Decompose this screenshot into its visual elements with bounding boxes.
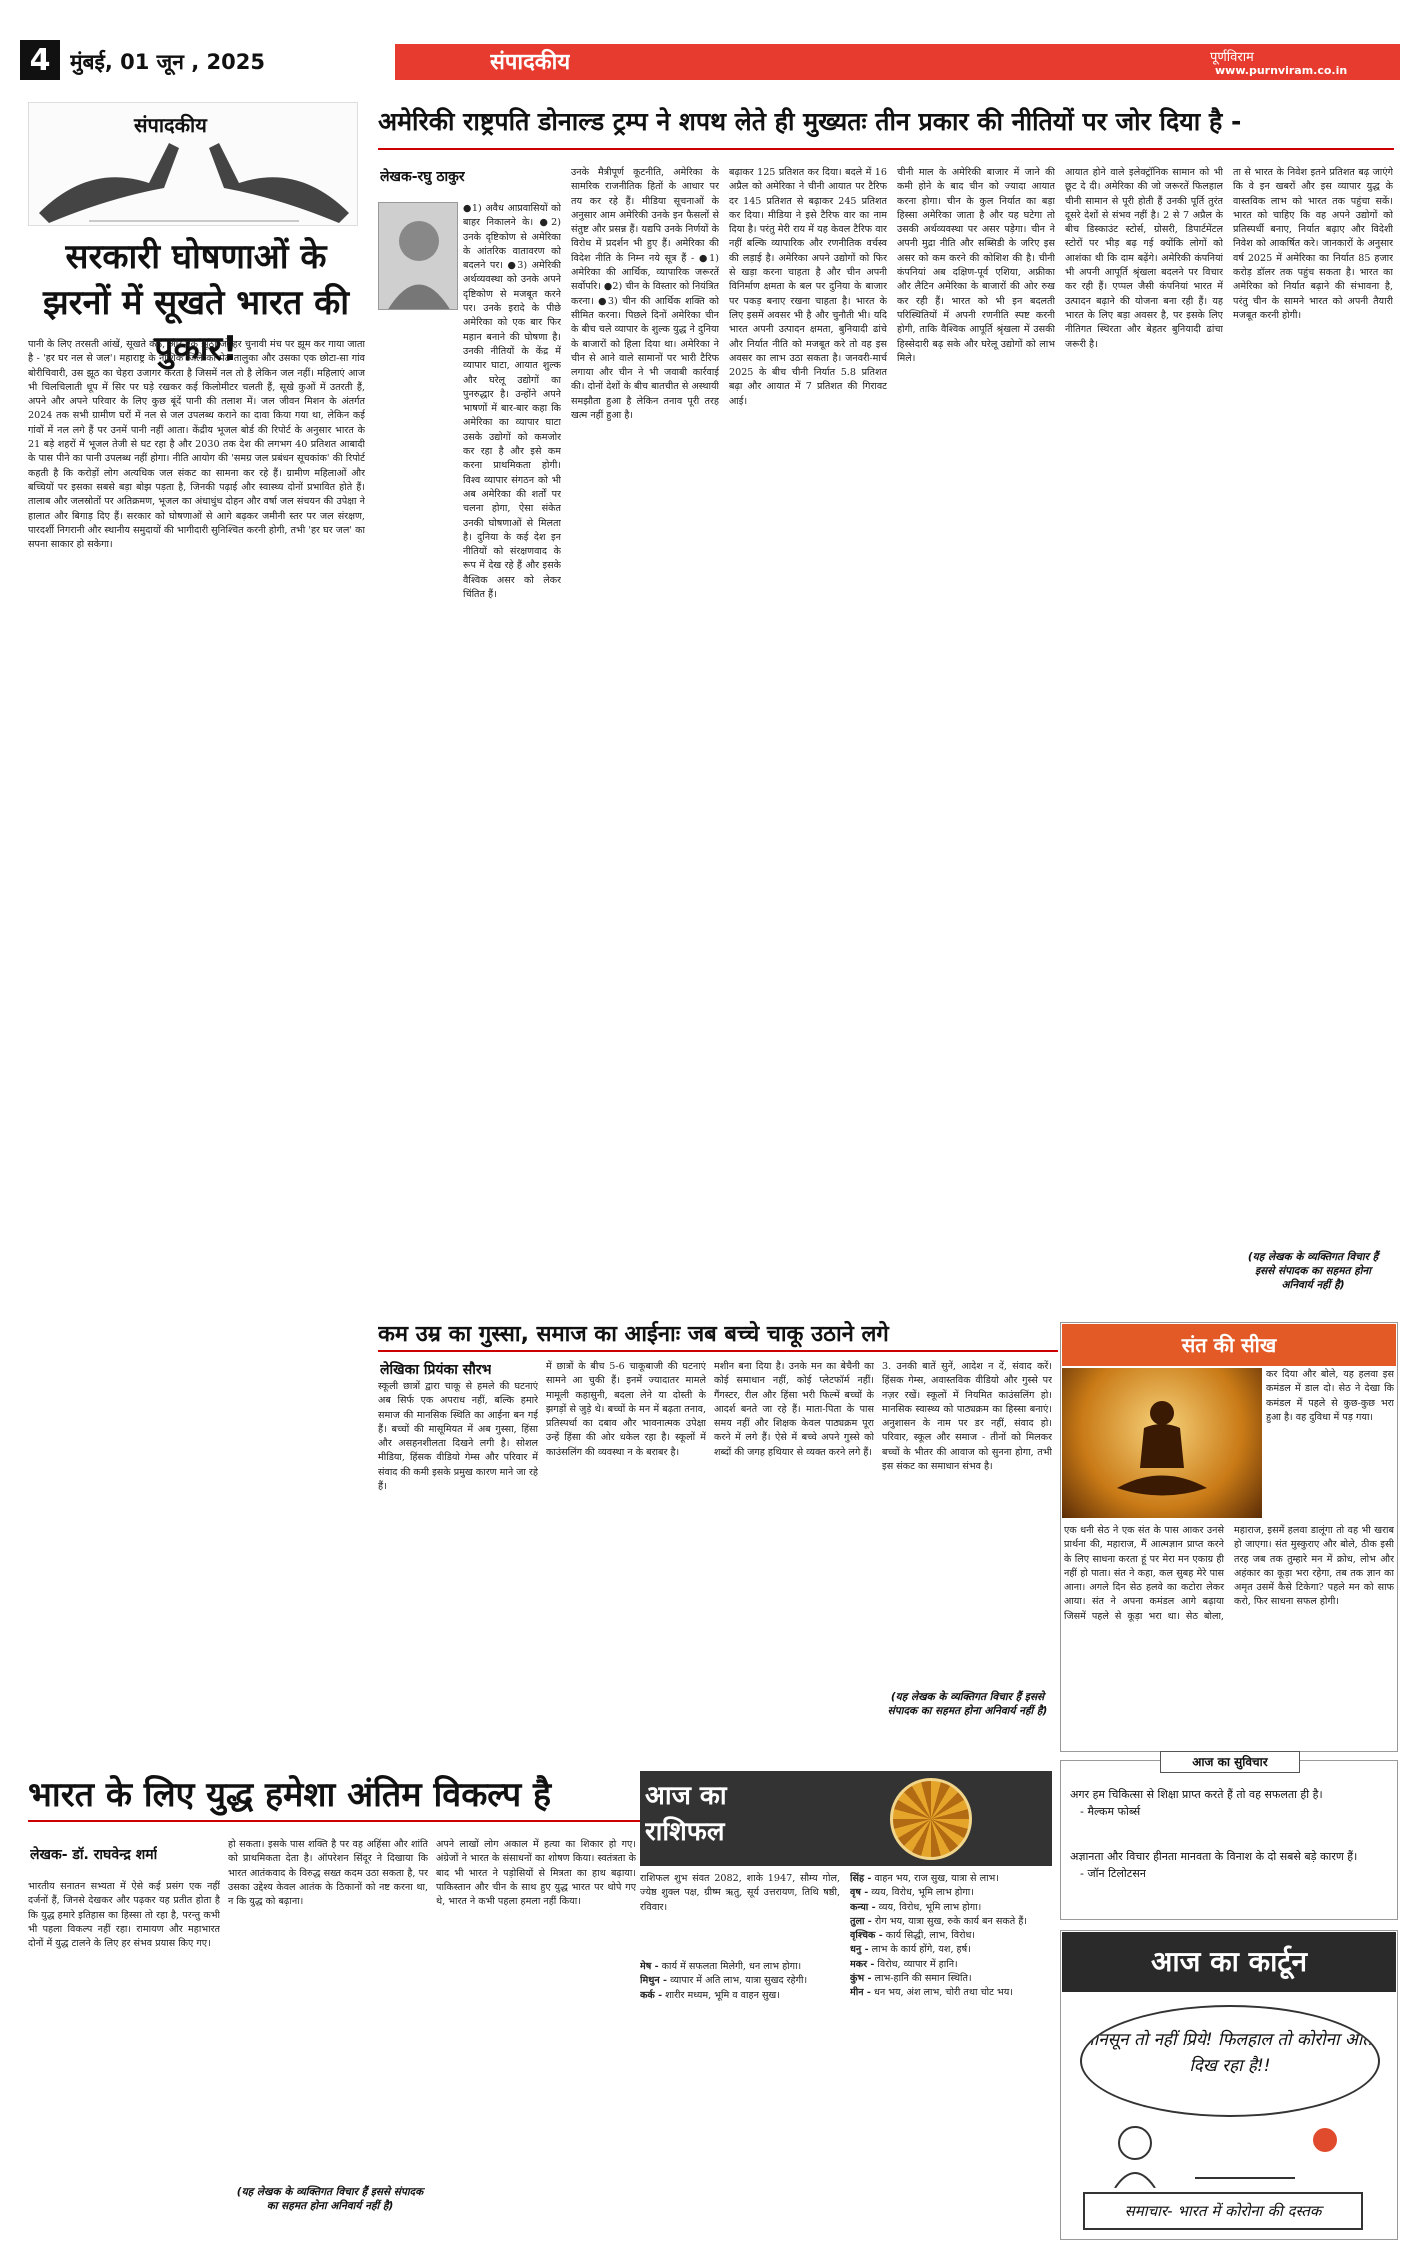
main-disclaimer: (यह लेखक के व्यक्तिगत विचार हैं इससे संपादक का सहमत होना अनिवार्य नहीं है)	[1247, 1251, 1379, 1291]
quote-author: - जॉन टिलोटसन	[1080, 1867, 1146, 1880]
editorial-art-label: संपादकीय	[134, 113, 207, 137]
quote-text: अज्ञानता और विचार हीनता मानवता के विनाश के दो सबसे बड़े कारण हैं।	[1070, 1850, 1358, 1863]
cartoon-people-icon	[1095, 2118, 1365, 2188]
suvichar-box	[1060, 1760, 1398, 1920]
sant-body-top: कर दिया और बोले, यह हलवा इस कमंडल में डाल दो। सेठ ने देखा कि कमंडल में पहले से कुछ-कुछ भरा हुआ है। वह दुविधा में पड़ गया।	[1266, 1369, 1394, 1423]
main-headline-rule	[378, 148, 1394, 150]
page-number: 4	[20, 40, 60, 80]
main-col-6: ता से भारत के निवेश इतने प्रतिशत बढ़ जाएंगे कि वे इन खबरों और इस व्यापार युद्ध के वास्तविक लाभ को भारत तक पहुंचा सकें। भारत को चाहिए कि वह अपने उद्योगों को प्रतिस्पर्धी बनाए, निर्यात बढ़ाए और विदेशी निवेश को आकर्षित करे। जानकारों के अनुसार वर्ष 2025 में अमेरिका का निर्यात 85 हजार करोड़ डॉलर तक पहुंच सकता है। भारत का अमेरिका को निर्यात बढ़ाने की संभावना है, परंतु चीन के सामने भारत को अपनी तैयारी मजबूत करनी होगी।	[1233, 167, 1393, 321]
child-headline-rule	[378, 1350, 1058, 1352]
editorial-headline: सरकारी घोषणाओं के झरनों में सूखते भारत की पुकार!	[42, 237, 350, 369]
main-col-4: चीनी माल के अमेरिकी बाजार में जाने की कमी होने के बाद चीन को ज्यादा आयात करना होगा। चीन के कुल निर्यात का बड़ा हिस्सा अमेरिका जाता है और यह घटेगा तो उसकी अर्थव्यवस्था पर असर पड़ेगा। चीन ने अपनी मुद्रा नीति और सब्सिडी के जरिए इस असर को कम करने की कोशिश की है। चीनी कंपनियां अब दक्षिण-पूर्व एशिया, अफ्रीका और लैटिन अमेरिका के बाजारों की ओर रुख कर रही हैं। भारत को भी इन बदलती परिस्थितियों में अपनी रणनीति स्पष्ट करनी होगी, ताकि वैश्विक आपूर्ति श्रृंखला में उसकी हिस्सेदारी बढ़ सके और घरेलू उद्योगों को लाभ मिले।	[897, 167, 1055, 364]
editorial-body: पानी के लिए तरसती आंखें, सूखते कंठ, और एक झूठा जो हर चुनावी मंच पर झूम कर गाया जाता है - 'हर घर नल से जल'। महाराष्ट्र के नाशिक जिले का पेठ तालुका और उसका एक छोटा-सा गांव बोरीचिवारी, उस झूठ का चेहरा उजागर करता है जिसमें नल तो है लेकिन जल नहीं। महिलाएं आज भी चिलचिलाती धूप में सिर पर घड़े रखकर कई किलोमीटर चलती हैं, सूखे कुओं में उतरती हैं, अपने और अपने परिवार के लिए कुछ बूंदें पानी की तलाश में। जल जीवन मिशन के अंतर्गत 2024 तक सभी ग्रामीण घरों में नल से जल उपलब्ध कराने का दावा किया गया था, लेकिन कई गांवों में नल लगे हैं पर उनमें पानी नहीं आता। केंद्रीय भूजल बोर्ड की रिपोर्ट के अनुसार भारत के 21 बड़े शहरों में भूजल तेजी से घट रहा है और 2030 तक देश की लगभग 40 प्रतिशत आबादी के पास पीने का पानी उपलब्ध नहीं होगा। नीति आयोग की 'समग्र जल प्रबंधन सूचकांक' की रिपोर्ट कहती है कि करोड़ों लोग अत्यधिक जल संकट का सामना कर रहे हैं। ग्रामीण महिलाओं और बच्चियों पर इसका सबसे बड़ा बोझ पड़ता है, जिनकी पढ़ाई और स्वास्थ्य दोनों प्रभावित होते हैं। तालाब और जलस्रोतों पर अतिक्रमण, भूजल का अंधाधुंध दोहन और वर्षा जल संचयन की उपेक्षा ने हालात और बिगाड़ दिए हैं। सरकार को घोषणाओं से आगे बढ़कर जमीनी स्तर पर जल संरक्षण, पारदर्शी निगरानी और स्थानीय समुदायों की भागीदारी सुनिश्चित करनी होगी, तभी 'हर घर जल' का सपना साकार हो सकेगा।	[28, 339, 365, 551]
editorial-art	[28, 102, 358, 226]
cartoon-title: आज का कार्टून	[1062, 1932, 1396, 1992]
dateline: मुंबई, 01 जून , 2025	[70, 50, 265, 74]
rashifal-col-2	[850, 1872, 1050, 2242]
rashi-item: सिंह - वाहन भय, राज सुख, यात्रा से लाभ।	[850, 1873, 999, 1884]
war-disclaimer: (यह लेखक के व्यक्तिगत विचार हैं इससे संपादक का सहमत होना अनिवार्य नहीं है)	[236, 2186, 424, 2212]
rashifal-intro: राशिफल शुभ संवत 2082, शाके 1947, सौम्य गोल, ज्येष्ठ शुक्ल पक्ष, ग्रीष्म ऋतु, सूर्य उत्तरायण, तिथि षष्ठी, रविवार।	[640, 1873, 840, 1913]
quote-text: अगर हम चिकित्सा से शिक्षा प्राप्त करते हैं तो वह सफलता ही है।	[1070, 1788, 1323, 1801]
rashi-item: मिथुन - व्यापार में अति लाभ, यात्रा सुखद रहेगी।	[640, 1975, 808, 1987]
main-col-2: उनके मैत्रीपूर्ण कूटनीति, अमेरिका के सामरिक राजनीतिक हितों के आधार पर तय कर रहे हैं। मीडिया सूचनाओं के अनुसार आम अमेरिकी उनके इन फैसलों से संतुष्ट और प्रसन्न हैं। यद्यपि उनके निर्णयों के विरोध में प्रदर्शन भी हुए हैं। अमेरिका की विदेश नीति के निम्न नये सूत्र हैं - ●1) अमेरिका की आर्थिक, व्यापारिक जरूरतें सर्वोपरि। ●2) चीन के विस्तार को नियंत्रित करना। ●3) चीन की आर्थिक शक्ति को सीमित करना। पिछले दिनों अमेरिका चीन के बीच चले व्यापार के शुल्क युद्ध ने दुनिया के बाजारों को हिला दिया था। अमेरिका ने चीन से आने वाले सामानों पर भारी टैरिफ लगाया और चीन ने भी जवाबी कार्रवाई की। दोनों देशों के बीच बातचीत से अस्थायी समझौता हुआ है लेकिन तनाव पूरी तरह खत्म नहीं हुआ है।	[571, 167, 719, 422]
zodiac-wheel-icon	[890, 1778, 972, 1860]
sant-title: संत की सीख	[1062, 1324, 1396, 1366]
war-col-3: अपने लाखों लोग अकाल में हत्या का शिकार हो गए। अंग्रेजों ने भारत के संसाधनों का शोषण किया। स्वतंत्रता के बाद भी भारत ने पड़ोसियों से मित्रता का हाथ बढ़ाया। पाकिस्तान और चीन के साथ हुए युद्ध भारत पर थोपे गए थे, भारत ने कभी पहला हमला नहीं किया।	[436, 1839, 636, 1908]
rashifal-title	[645, 1778, 825, 1850]
rashi-item: धनु - लाभ के कार्य होंगे, यश, हर्ष।	[850, 1944, 971, 1956]
rashi-item: तुला - रोग भय, यात्रा सुख, रुके कार्य बन सकते हैं।	[850, 1915, 1027, 1927]
rashi-item: मेष - कार्य में सफलता मिलेगी, धन लाभ होगा।	[640, 1961, 802, 1972]
brand-name: पूर्णविराम	[1210, 50, 1254, 65]
child-col-1: स्कूली छात्रों द्वारा चाकू से हमले की घटनाएं अब सिर्फ एक अपराध नहीं, बल्कि हमारे समाज की मानसिक स्थिति का आईना बन गई हैं। बच्चों की मासूमियत में अब गुस्सा, हिंसा और असहनशीलता दिखने लगी है। सोशल मीडिया, हिंसक वीडियो गेम्स और परिवार में संवाद की कमी इसके प्रमुख कारण माने जा रहे हैं।	[378, 1381, 538, 1493]
website-link[interactable]: www.purnviram.co.in	[1215, 64, 1348, 77]
child-disclaimer: (यह लेखक के व्यक्तिगत विचार हैं इससे संपादक का सहमत होना अनिवार्य नहीं है)	[887, 1691, 1048, 1717]
rashifal-title-line2: राशिफल	[645, 1817, 725, 1847]
cartoon-caption: समाचार- भारत में कोरोना की दस्तक	[1083, 2192, 1363, 2230]
cartoon-speech-bubble: मानसून तो नहीं प्रिये! फिलहाल तो कोरोना आता दिख रहा है!!	[1080, 2005, 1380, 2117]
child-byline: लेखिका प्रियंका सौरभ	[380, 1362, 492, 1378]
section-title: संपादकीय	[490, 50, 571, 75]
child-col-4: 3. उनकी बातें सुनें, आदेश न दें, संवाद करें। हिंसक गेम्स, अवास्तविक वीडियो और गुस्से पर नज़र रखें। स्कूलों में नियमित काउंसलिंग हो। मानसिक स्वास्थ्य को पाठ्यक्रम का हिस्सा बनाएं। अनुशासन के नाम पर डर नहीं, संवाद हो। परिवार, स्कूल और समाज - तीनों को मिलकर बच्चों के भीतर की आवाज को सुनना होगा, तभी इस संकट का समाधान संभव है।	[882, 1361, 1052, 1473]
suvichar-quote-1	[1070, 1786, 1390, 1820]
suvichar-quote-2	[1070, 1848, 1390, 1882]
person-icon	[379, 203, 458, 310]
rashi-item: वृष - व्यय, विरोध, भूमि लाभ होगा।	[850, 1887, 974, 1899]
child-headline: कम उम्र का गुस्सा, समाज का आईनाः जब बच्चे चाकू उठाने लगे	[378, 1322, 889, 1347]
rashi-item: कर्क - शारीर मध्यम, भूमि व वाहन सुख।	[640, 1989, 780, 2001]
rashi-item: मीन - धन भय, अंश लाभ, चोरी तथा चोट भय।	[850, 1987, 1013, 1999]
rashifal-col-1	[640, 1960, 840, 2240]
main-headline: अमेरिकी राष्ट्रपति डोनाल्ड ट्रम्प ने शपथ लेते ही मुख्यतः तीन प्रकार की नीतियों पर जोर दिया है -	[378, 107, 1242, 136]
cartoon-drawing	[1095, 2118, 1365, 2188]
meditation-image	[1062, 1368, 1262, 1518]
quote-author: - मैल्कम फोर्ब्स	[1080, 1805, 1141, 1818]
war-headline-rule	[28, 1820, 648, 1822]
rashi-item: वृश्चिक - कार्य सिद्धी, लाभ, विरोध।	[850, 1930, 976, 1942]
war-headline: भारत के लिए युद्ध हमेशा अंतिम विकल्प है	[28, 1775, 552, 1815]
sant-body: एक धनी सेठ ने एक संत के पास आकर उनसे प्रार्थना की, महाराज, मैं आत्मज्ञान प्राप्त करने के लिए साधना करता हूं पर मेरा मन एकाग्र ही नहीं हो पाता। संत ने कहा, कल सुबह मेरे पास आना। अगले दिन सेठ हलवे का कटोरा लेकर आया। संत ने अपना कमंडल आगे बढ़ाया जिसमें पहले से कूड़ा भरा था। सेठ बोला, महाराज, इसमें हलवा डालूंगा तो वह भी खराब हो जाएगा। संत मुस्कुराए और बोले, ठीक इसी तरह जब तक तुम्हारे मन में क्रोध, लोभ और अहंकार का कूड़ा भरा रहेगा, तब तक ज्ञान का अमृत उसमें कैसे टिकेगा? पहले मन को साफ करो, फिर साधना सफल होगी।	[1064, 1525, 1394, 1622]
rashi-item: कुंभ - लाभ-हानि की समान स्थिति।	[850, 1973, 972, 1985]
author-photo	[378, 202, 458, 310]
rashi-item: कन्या - व्यय, विरोध, भूमि लाभ होगा।	[850, 1901, 982, 1913]
main-col-1: ●1) अवैध आप्रवासियों को बाहर निकालने के। ●2) उनके दृष्टिकोण से अमेरिका के आंतरिक वातावरण को बदलने पर। ●3) अमेरिकी अर्थव्यवस्था को उनके अपने दृष्टिकोण से मजबूत करने पर। उनके इरादे के पीछे अमेरिका को एक बार फिर महान बनाने की घोषणा है। उनकी नीतियों के केंद्र में व्यापार घाटा, आयात शुल्क और घरेलू उद्योगों का पुनरुद्धार है। उन्होंने अपने भाषणों में बार-बार कहा कि अमेरिका का व्यापार घाटा उसके उद्योगों को कमजोर कर रहा है और इसे कम करना प्राथमिकता होगी। विश्व व्यापार संगठन को भी अब अमेरिका की शर्तों पर चलना होगा, ऐसा संकेत उनकी घोषणाओं से मिलता है। दुनिया के कई देश इन नीतियों को संरक्षणवाद के रूप में देख रहे हैं और इसके वैश्विक असर को लेकर चिंतित हैं।	[463, 203, 561, 601]
rashifal-title-line1: आज का	[645, 1781, 727, 1811]
main-col-3: बढ़ाकर 125 प्रतिशत कर दिया। बदले में 16 अप्रैल को अमेरिका ने चीनी आयात पर टैरिफ दर 145 प्रतिशत से बढ़ाकर 245 प्रतिशत कर दिया। मीडिया ने इसे टैरिफ वार का नाम दिया है। परंतु मेरी राय में यह केवल टैरिफ वार नहीं बल्कि व्यापारिक और रणनीतिक वर्चस्व की लड़ाई है। अमेरिका अपने उद्योगों को फिर से खड़ा करना चाहता है और चीन अपनी विनिर्माण क्षमता के बल पर दुनिया के बाजार पर पकड़ बनाए रखना चाहता है। भारत के लिए इसमें अवसर भी है और चुनौती भी। यदि भारत अपनी उत्पादन क्षमता, बुनियादी ढांचे और निर्यात नीति को मजबूत करे तो वह इस अवसर का लाभ उठा सकता है। जनवरी-मार्च 2025 के बीच चीनी निर्यात 5.8 प्रतिशत बढ़ा और आयात में 7 प्रतिशत की गिरावट आई।	[729, 167, 887, 407]
main-byline: लेखक-रघु ठाकुर	[380, 169, 465, 185]
child-col-2: में छात्रों के बीच 5-6 चाकूबाजी की घटनाएं सामने आ चुकी हैं। इनमें ज्यादातर मामले मामूली कहासुनी, बदला लेने या दोस्ती के झगड़ों से जुड़े थे। बच्चों के मन में बढ़ता तनाव, प्रतिस्पर्धा का दबाव और भावनात्मक उपेक्षा उन्हें हिंसा की ओर धकेल रहा है। स्कूलों में काउंसलिंग की व्यवस्था न के बराबर है।	[546, 1361, 706, 1458]
main-col-5: आयात होने वाले इलेक्ट्रॉनिक सामान को भी छूट दे दी। अमेरिका की जो जरूरतें फिलहाल चीनी सामान से पूरी होती हैं उनकी पूर्ति तुरंत दूसरे देशों से संभव नहीं है। 2 से 7 अप्रैल के बीच डिस्काउंट स्टोर्स, ग्रोसरी, डिपार्टमेंटल स्टोरों पर भीड़ बढ़ गई क्योंकि लोगों को आशंका थी कि दाम बढ़ेंगे। अमेरिकी कंपनियां भी अपनी आपूर्ति श्रृंखला बदलने पर विचार कर रही हैं। एप्पल जैसी कंपनियां भारत में उत्पादन बढ़ाने की योजना बना रही हैं। यह भारत के लिए बड़ा अवसर है, पर इसके लिए नीतिगत स्थिरता और बेहतर बुनियादी ढांचा जरूरी है।	[1065, 167, 1223, 350]
child-col-3: मशीन बना दिया है। उनके मन का बेचैनी का कोई समाधान नहीं, कोई प्लेटफॉर्म नहीं। गैंगस्टर, रील और हिंसा भरी फिल्में बच्चों के आदर्श बनते जा रहे हैं। माता-पिता के पास समय नहीं और शिक्षक केवल पाठ्यक्रम पूरा करने में लगे हैं। ऐसे में बच्चे अपने गुस्से को शब्दों की जगह हथियार से व्यक्त करने लगे हैं।	[714, 1361, 874, 1458]
suvichar-title: आज का सुविचार	[1160, 1751, 1300, 1773]
meditating-figure-icon	[1062, 1368, 1262, 1518]
war-col-2: हो सकता। इसके पास शक्ति है पर वह अहिंसा और शांति को प्राथमिकता देता है। ऑपरेशन सिंदूर ने दिखाया कि भारत आतंकवाद के विरुद्ध सख्त कदम उठा सकता है, पर उसका उद्देश्य केवल आतंक के ठिकानों को नष्ट करना था, न कि युद्ध को बढ़ाना।	[228, 1839, 428, 1908]
war-byline: लेखक- डॉ. राघवेन्द्र शर्मा	[30, 1847, 158, 1863]
war-col-1: भारतीय सनातन सभ्यता में ऐसे कई प्रसंग एक नहीं दर्जनों हैं, जिनसे देखकर और पढ़कर यह प्रतीत होता है कि युद्ध हमारे इतिहास का हिस्सा तो रहा है, परन्तु कभी भी पहला विकल्प नहीं रहा। रामायण और महाभारत दोनों में युद्ध टालने के लिए हर संभव प्रयास किए गए।	[28, 1881, 220, 1950]
rashi-item: मकर - विरोध, व्यापार में हानि।	[850, 1958, 958, 1970]
